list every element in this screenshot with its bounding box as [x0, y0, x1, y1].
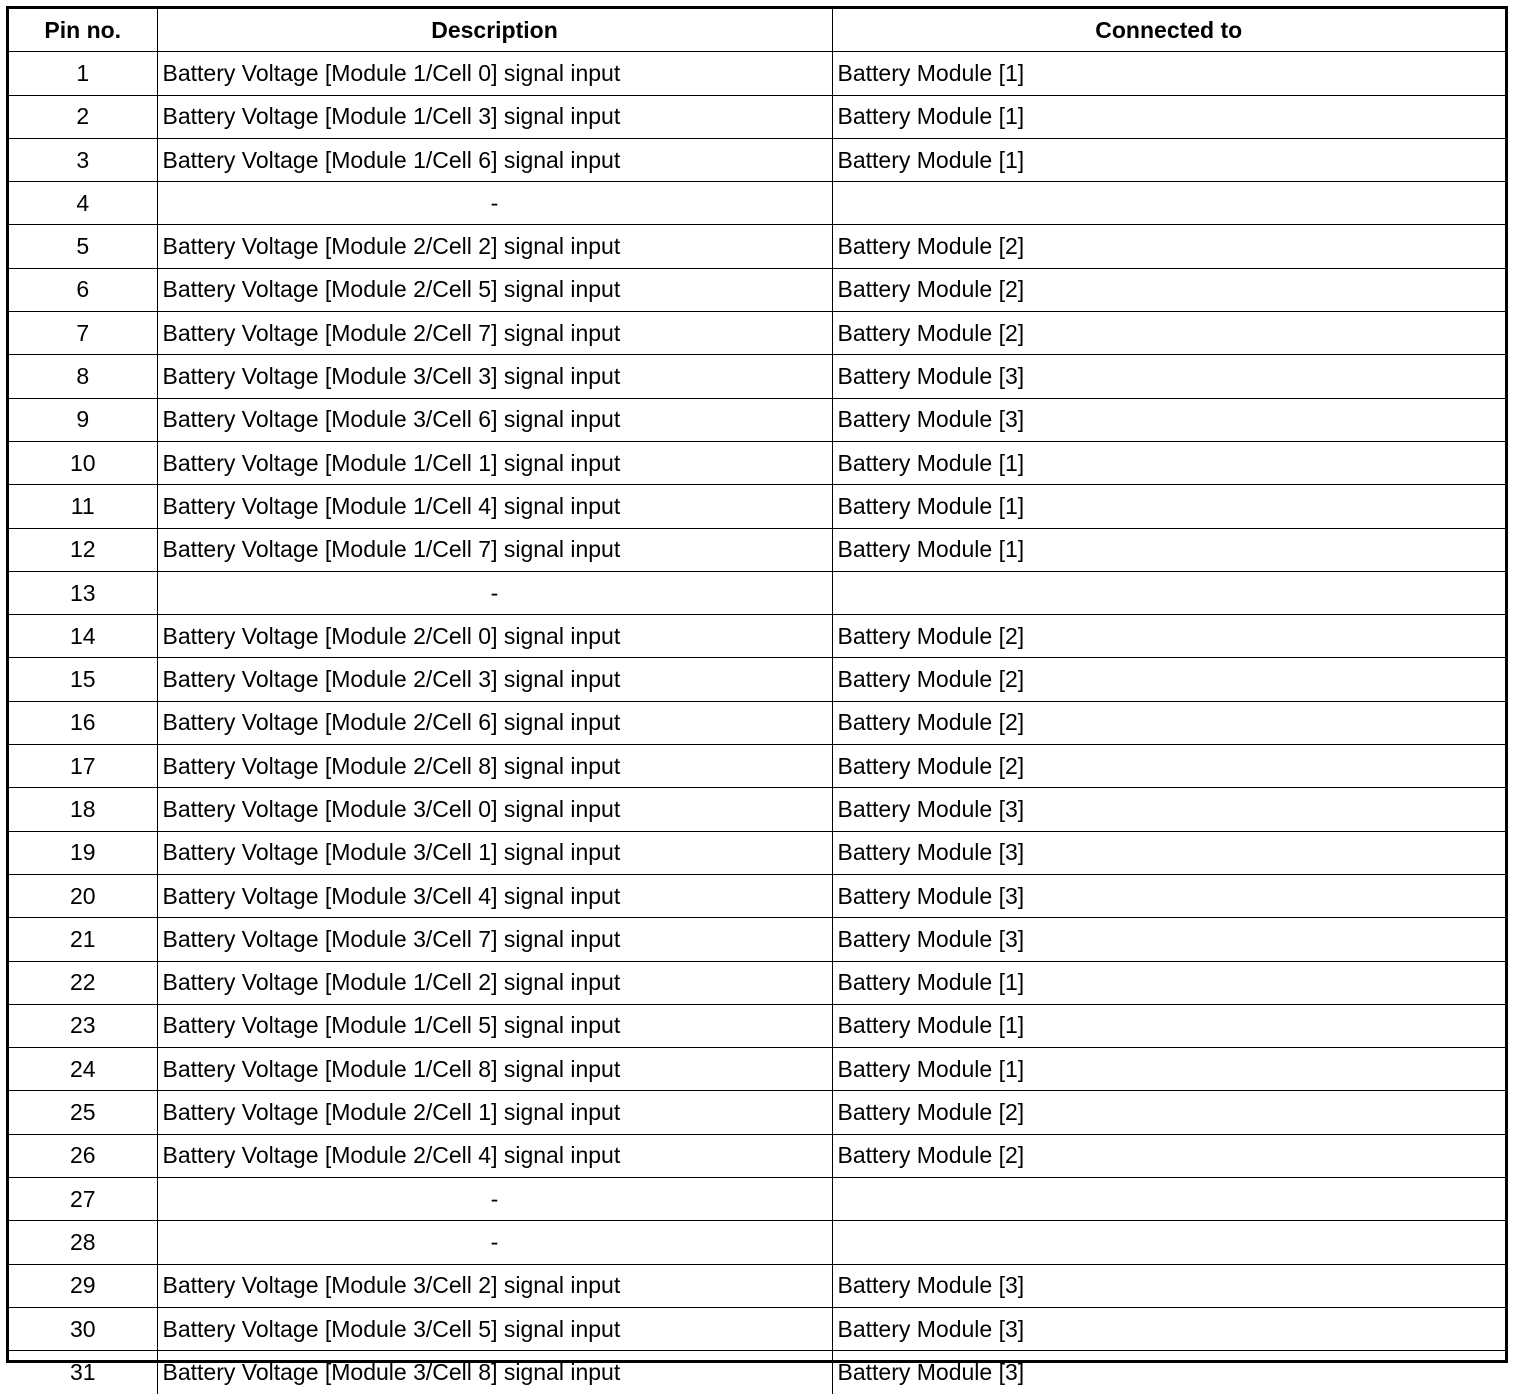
connected-to-cell: Battery Module [3]	[832, 918, 1505, 961]
table-row	[9, 745, 1505, 788]
connected-to-cell: Battery Module [3]	[832, 355, 1505, 398]
table-row	[9, 1004, 1505, 1047]
description-cell: Battery Voltage [Module 3/Cell 0] signal input	[157, 788, 832, 831]
description-cell: Battery Voltage [Module 2/Cell 3] signal input	[157, 658, 832, 701]
description-cell: Battery Voltage [Module 1/Cell 8] signal input	[157, 1048, 832, 1091]
pin-number-cell: 7	[9, 312, 157, 355]
pin-number-cell: 24	[9, 1048, 157, 1091]
pin-number-cell: 29	[9, 1264, 157, 1307]
description-cell: Battery Voltage [Module 2/Cell 4] signal input	[157, 1134, 832, 1177]
description-cell: Battery Voltage [Module 2/Cell 8] signal input	[157, 745, 832, 788]
pin-number-cell: 3	[9, 138, 157, 181]
connected-to-cell: Battery Module [2]	[832, 1134, 1505, 1177]
pin-number-cell: 4	[9, 182, 157, 225]
connected-to-cell: Battery Module [3]	[832, 1307, 1505, 1350]
table-row	[9, 788, 1505, 831]
connected-to-cell	[832, 1178, 1505, 1221]
description-cell: Battery Voltage [Module 2/Cell 5] signal input	[157, 268, 832, 311]
description-cell: Battery Voltage [Module 1/Cell 6] signal input	[157, 138, 832, 181]
connected-to-cell: Battery Module [3]	[832, 874, 1505, 917]
table-row	[9, 658, 1505, 701]
table-row	[9, 398, 1505, 441]
pin-table	[9, 9, 1505, 1394]
pin-number-cell: 1	[9, 52, 157, 95]
connected-to-cell: Battery Module [3]	[832, 1264, 1505, 1307]
table-row	[9, 961, 1505, 1004]
description-cell: Battery Voltage [Module 1/Cell 0] signal input	[157, 52, 832, 95]
description-cell: Battery Voltage [Module 1/Cell 1] signal input	[157, 441, 832, 484]
table-row	[9, 874, 1505, 917]
pin-number-cell: 31	[9, 1351, 157, 1394]
pin-number-cell: 30	[9, 1307, 157, 1350]
pin-number-cell: 13	[9, 571, 157, 614]
pin-number-cell: 9	[9, 398, 157, 441]
description-cell: -	[157, 182, 832, 225]
table-row	[9, 225, 1505, 268]
connected-to-cell: Battery Module [2]	[832, 701, 1505, 744]
header-description: Description	[157, 9, 832, 52]
pin-number-cell: 12	[9, 528, 157, 571]
pin-number-cell: 10	[9, 441, 157, 484]
description-cell: Battery Voltage [Module 3/Cell 4] signal input	[157, 874, 832, 917]
connected-to-cell: Battery Module [1]	[832, 441, 1505, 484]
pin-number-cell: 15	[9, 658, 157, 701]
pin-number-cell: 28	[9, 1221, 157, 1264]
connected-to-cell	[832, 1221, 1505, 1264]
description-cell: Battery Voltage [Module 1/Cell 5] signal input	[157, 1004, 832, 1047]
table-row	[9, 1134, 1505, 1177]
pin-number-cell: 20	[9, 874, 157, 917]
connected-to-cell: Battery Module [2]	[832, 225, 1505, 268]
pin-number-cell: 8	[9, 355, 157, 398]
description-cell: Battery Voltage [Module 2/Cell 7] signal input	[157, 312, 832, 355]
connected-to-cell: Battery Module [3]	[832, 1351, 1505, 1394]
table-row	[9, 485, 1505, 528]
description-cell: Battery Voltage [Module 3/Cell 7] signal input	[157, 918, 832, 961]
table-row	[9, 1264, 1505, 1307]
pin-number-cell: 21	[9, 918, 157, 961]
pin-number-cell: 23	[9, 1004, 157, 1047]
pin-number-cell: 14	[9, 615, 157, 658]
connected-to-cell: Battery Module [1]	[832, 1048, 1505, 1091]
description-cell: Battery Voltage [Module 3/Cell 6] signal input	[157, 398, 832, 441]
description-cell: Battery Voltage [Module 1/Cell 3] signal input	[157, 95, 832, 138]
connected-to-cell: Battery Module [2]	[832, 745, 1505, 788]
description-cell: Battery Voltage [Module 1/Cell 2] signal input	[157, 961, 832, 1004]
table-row	[9, 1178, 1505, 1221]
description-cell: Battery Voltage [Module 3/Cell 8] signal input	[157, 1351, 832, 1394]
connected-to-cell: Battery Module [2]	[832, 658, 1505, 701]
pin-number-cell: 22	[9, 961, 157, 1004]
table-row	[9, 95, 1505, 138]
description-cell: Battery Voltage [Module 2/Cell 0] signal input	[157, 615, 832, 658]
table-row	[9, 615, 1505, 658]
connected-to-cell: Battery Module [3]	[832, 788, 1505, 831]
pin-number-cell: 5	[9, 225, 157, 268]
table-row	[9, 571, 1505, 614]
pin-number-cell: 17	[9, 745, 157, 788]
description-cell: Battery Voltage [Module 1/Cell 7] signal input	[157, 528, 832, 571]
connected-to-cell: Battery Module [2]	[832, 268, 1505, 311]
description-cell: -	[157, 1178, 832, 1221]
description-cell: Battery Voltage [Module 3/Cell 1] signal input	[157, 831, 832, 874]
description-cell: Battery Voltage [Module 2/Cell 2] signal input	[157, 225, 832, 268]
table-row	[9, 918, 1505, 961]
pin-table-container	[6, 6, 1508, 1385]
connected-to-cell: Battery Module [2]	[832, 312, 1505, 355]
pin-number-cell: 26	[9, 1134, 157, 1177]
table-body	[9, 52, 1505, 1394]
connected-to-cell: Battery Module [1]	[832, 485, 1505, 528]
description-cell: Battery Voltage [Module 2/Cell 1] signal input	[157, 1091, 832, 1134]
table-row	[9, 312, 1505, 355]
description-cell: -	[157, 1221, 832, 1264]
table-row	[9, 528, 1505, 571]
connected-to-cell: Battery Module [1]	[832, 138, 1505, 181]
description-cell: Battery Voltage [Module 3/Cell 2] signal input	[157, 1264, 832, 1307]
description-cell: Battery Voltage [Module 2/Cell 6] signal input	[157, 701, 832, 744]
pin-number-cell: 6	[9, 268, 157, 311]
description-cell: Battery Voltage [Module 3/Cell 3] signal input	[157, 355, 832, 398]
pin-number-cell: 2	[9, 95, 157, 138]
connected-to-cell: Battery Module [1]	[832, 95, 1505, 138]
connected-to-cell: Battery Module [1]	[832, 1004, 1505, 1047]
table-row	[9, 441, 1505, 484]
connected-to-cell: Battery Module [1]	[832, 52, 1505, 95]
description-cell: Battery Voltage [Module 3/Cell 5] signal input	[157, 1307, 832, 1350]
connected-to-cell: Battery Module [3]	[832, 398, 1505, 441]
connected-to-cell: Battery Module [3]	[832, 831, 1505, 874]
table-header-row	[9, 9, 1505, 52]
description-cell: Battery Voltage [Module 1/Cell 4] signal input	[157, 485, 832, 528]
connected-to-cell: Battery Module [2]	[832, 1091, 1505, 1134]
header-connected-to: Connected to	[832, 9, 1505, 52]
header-pin-no: Pin no.	[9, 9, 157, 52]
table-row	[9, 138, 1505, 181]
table-row	[9, 701, 1505, 744]
table-row	[9, 182, 1505, 225]
connected-to-cell	[832, 571, 1505, 614]
pin-number-cell: 11	[9, 485, 157, 528]
connected-to-cell: Battery Module [2]	[832, 615, 1505, 658]
description-cell: -	[157, 571, 832, 614]
table-row	[9, 268, 1505, 311]
table-row	[9, 1351, 1505, 1394]
pin-number-cell: 18	[9, 788, 157, 831]
table-row	[9, 52, 1505, 95]
connected-to-cell: Battery Module [1]	[832, 528, 1505, 571]
table-row	[9, 355, 1505, 398]
pin-number-cell: 25	[9, 1091, 157, 1134]
table-row	[9, 1091, 1505, 1134]
pin-number-cell: 16	[9, 701, 157, 744]
connected-to-cell: Battery Module [1]	[832, 961, 1505, 1004]
table-row	[9, 1307, 1505, 1350]
pin-number-cell: 19	[9, 831, 157, 874]
table-row	[9, 1048, 1505, 1091]
table-row	[9, 831, 1505, 874]
table-row	[9, 1221, 1505, 1264]
connected-to-cell	[832, 182, 1505, 225]
pin-number-cell: 27	[9, 1178, 157, 1221]
